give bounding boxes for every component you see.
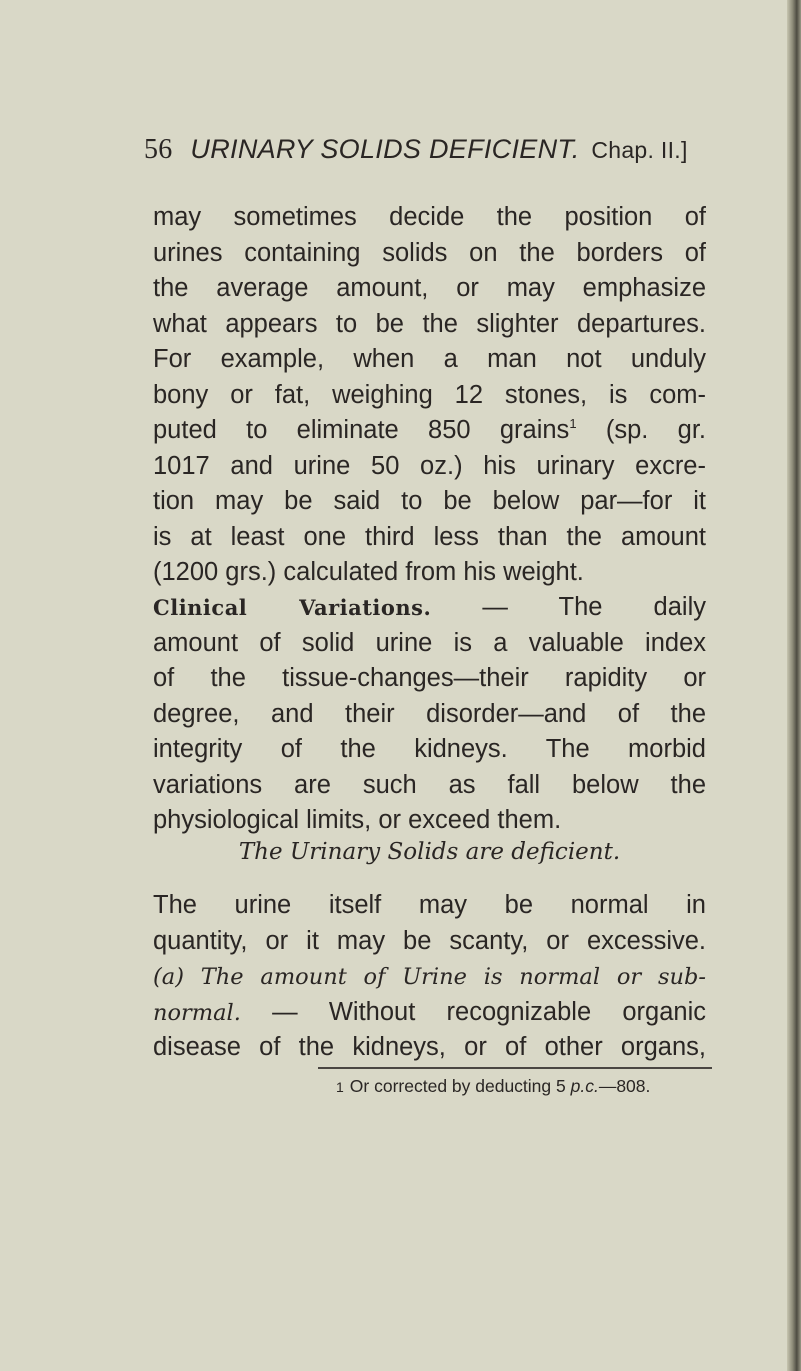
text-line: puted to eliminate 850 grains$^1$ (sp. gr. xyxy=(153,416,706,444)
text-line: disease of the kidneys, or of other organs, xyxy=(153,1033,706,1061)
text-line: 1017 and urine 50 oz.) his urinary excre- xyxy=(153,451,706,480)
text-line: the average amount, or may emphasize xyxy=(153,274,706,302)
text-line: degree, and their disorder—and of the xyxy=(153,699,706,728)
page-edge xyxy=(787,0,801,1371)
paragraph-2 xyxy=(153,590,706,839)
text-line: amount of solid urine is a valuable index xyxy=(153,628,706,657)
text-line: Clinical Variations. — The daily xyxy=(153,593,706,621)
text-line: (a) The amount of Urine is normal or sub- xyxy=(153,964,706,990)
footnote-marker: 1 xyxy=(569,416,577,431)
text-line: integrity of the kidneys. The morbid xyxy=(153,735,706,763)
text-line: of the tissue-changes—their rapidity or xyxy=(153,664,706,692)
subheading: The Urinary Solids are deficient. xyxy=(238,839,621,865)
paragraph-3 xyxy=(153,888,706,1066)
running-title: URINARY SOLIDS DEFICIENT. xyxy=(190,134,580,164)
chapter-label: Chap. II.] xyxy=(591,137,688,163)
text-line: is at least one third less than the amount xyxy=(153,522,706,551)
text-line: what appears to be the slighter departures. xyxy=(153,309,706,338)
text-line: variations are such as fall below the xyxy=(153,770,706,799)
text-line: normal. — Without recognizable organic xyxy=(153,997,706,1026)
text-line: urines containing solids on the borders of xyxy=(153,238,706,267)
running-header xyxy=(144,134,714,166)
text-line: tion may be said to be below par—for it xyxy=(153,487,706,515)
text-line: (1200 grs.) calculated from his weight. xyxy=(153,558,584,586)
footnote-rule xyxy=(318,1067,712,1069)
text-line: bony or fat, weighing 12 stones, is com- xyxy=(153,380,706,409)
section-heading: Clinical Variations. xyxy=(153,595,432,620)
text-line: physiological limits, or exceed them. xyxy=(153,806,562,834)
footnote-number: 1 xyxy=(336,1079,344,1095)
page-number: 56 xyxy=(144,134,173,165)
text-line: For example, when a man not unduly xyxy=(153,345,706,373)
text-line: may sometimes decide the position of xyxy=(153,203,706,231)
paragraph-1 xyxy=(153,200,706,591)
text-line: The urine itself may be normal in xyxy=(153,891,706,919)
text-line: quantity, or it may be scanty, or excessive. xyxy=(153,926,706,955)
footnote: 1 Or corrected by deducting 5 p.c.—808. xyxy=(336,1076,651,1096)
